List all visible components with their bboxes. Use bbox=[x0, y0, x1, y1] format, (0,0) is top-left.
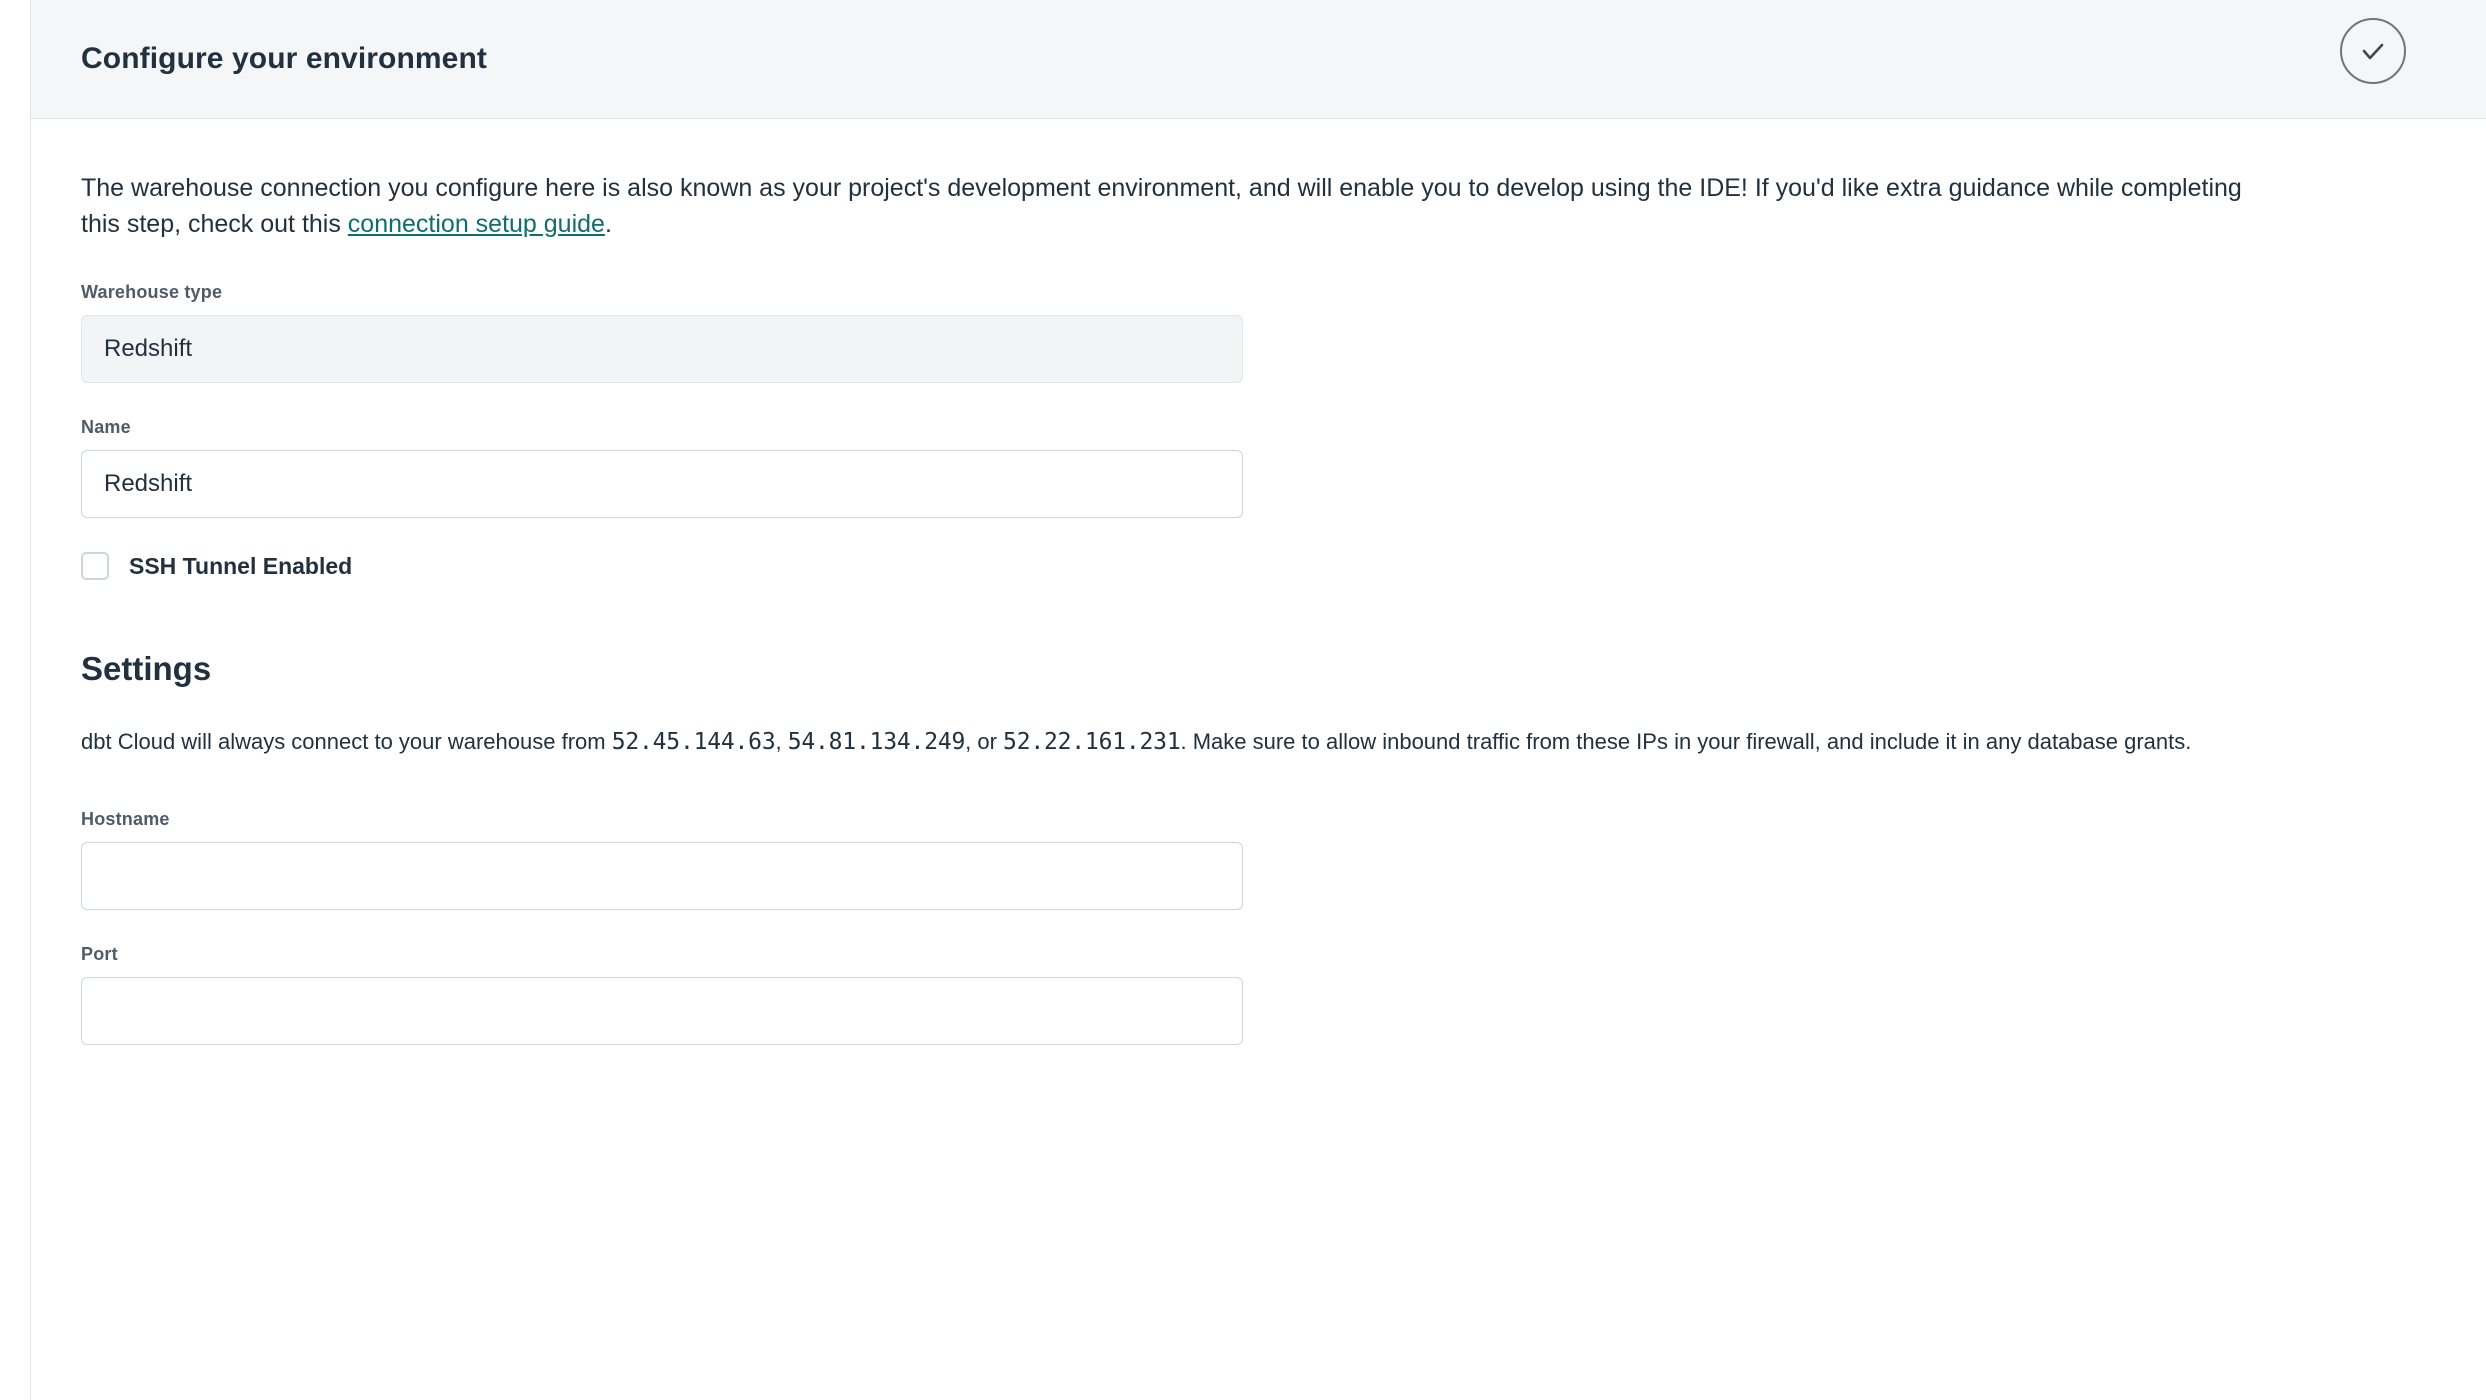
intro-text-after: . bbox=[604, 209, 612, 238]
ssh-tunnel-label: SSH Tunnel Enabled bbox=[129, 552, 353, 579]
warehouse-type-select[interactable] bbox=[81, 315, 1243, 383]
ip-separator-1: , bbox=[775, 729, 788, 754]
ssh-tunnel-row[interactable] bbox=[81, 552, 2436, 580]
configure-environment-card bbox=[30, 0, 2486, 1400]
card-body bbox=[31, 119, 2486, 1045]
ip-address-3: 52.22.161.231 bbox=[1003, 729, 1181, 755]
settings-desc-before: dbt Cloud will always connect to your warehouse from bbox=[81, 729, 612, 754]
settings-desc-after: . Make sure to allow inbound traffic from these IPs in your firewall, and include it in any database grants. bbox=[1180, 729, 2192, 754]
name-field bbox=[81, 417, 2436, 518]
hostname-field bbox=[81, 809, 2436, 910]
port-input[interactable] bbox=[81, 977, 1243, 1045]
connection-setup-guide-link[interactable]: connection setup guide bbox=[347, 209, 605, 238]
settings-section-title: Settings bbox=[81, 650, 212, 687]
check-circle-icon bbox=[2340, 18, 2406, 84]
port-field bbox=[81, 944, 2436, 1045]
page-title: Configure your environment bbox=[81, 42, 487, 75]
hostname-input[interactable] bbox=[81, 842, 1243, 910]
intro-paragraph bbox=[81, 171, 2271, 242]
settings-description bbox=[81, 726, 2381, 759]
ip-address-1: 52.45.144.63 bbox=[611, 729, 776, 755]
ip-separator-2: , or bbox=[965, 729, 1004, 754]
left-rail bbox=[0, 0, 30, 1400]
ip-address-2: 54.81.134.249 bbox=[787, 729, 966, 755]
warehouse-type-field bbox=[81, 282, 2436, 383]
name-input[interactable] bbox=[81, 450, 1243, 518]
hostname-label: Hostname bbox=[81, 809, 170, 830]
card-header bbox=[31, 0, 2486, 119]
name-input-value: Redshift bbox=[104, 470, 193, 497]
ssh-tunnel-checkbox[interactable] bbox=[81, 552, 109, 580]
warehouse-type-value: Redshift bbox=[104, 335, 193, 362]
intro-text-before: The warehouse connection you configure here is also known as your project's development environment, and will enable you to develop using the IDE! If you'd like extra guidance while completing this step, check out this bbox=[81, 174, 2242, 238]
port-label: Port bbox=[81, 944, 118, 965]
warehouse-type-label: Warehouse type bbox=[81, 282, 223, 302]
name-label: Name bbox=[81, 417, 131, 437]
